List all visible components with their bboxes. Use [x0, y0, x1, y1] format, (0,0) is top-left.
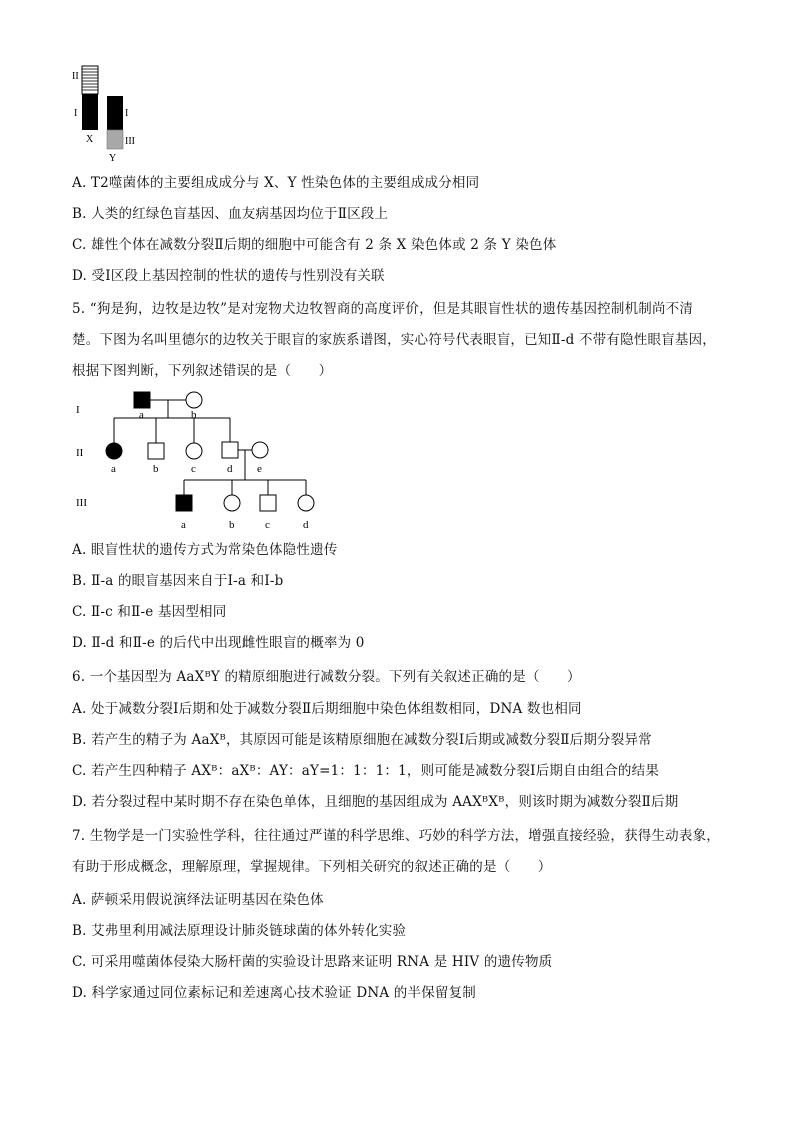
q6-option-c: C. 若产生四种精子 AXᴮ：aXᴮ：AY：aY=1：1：1：1，则可能是减数分裂Ⅰ后期自由组合的结果	[72, 763, 660, 779]
q6-option-d: D. 若分裂过程中某时期不存在染色单体，且细胞的基因组成为 AAXᴮXᴮ，则该时期为减数分裂Ⅱ后期	[72, 794, 679, 810]
III-d-label: d	[303, 519, 309, 531]
q5-stem-line1: 5. “狗是狗，边牧是边牧”是对宠物犬边牧智商的高度评价，但是其眼盲性状的遗传基因控制机制尚不清	[72, 301, 694, 317]
q6-stem: 6. 一个基因型为 AaXᴮY 的精原细胞进行减数分裂。下列有关叙述正确的是（ ）	[72, 669, 581, 685]
label-I-left: I	[74, 108, 78, 119]
label-X: X	[86, 134, 94, 145]
III-a-label: a	[181, 519, 186, 531]
II-c-label: c	[191, 463, 196, 475]
q7-stem-line1: 7. 生物学是一门实验性学科，往往通过严谨的科学思维、巧妙的科学方法，增强直接经验，获得生动表象，	[72, 828, 720, 844]
y-region-I	[107, 96, 123, 130]
II-c-female	[186, 443, 202, 459]
gen-I-label: I	[76, 404, 80, 416]
q4-option-c: C. 雄性个体在减数分裂Ⅱ后期的细胞中可能含有 2 条 X 染色体或 2 条 Y 染色体	[72, 237, 557, 253]
I-b-label: b	[191, 409, 197, 421]
III-b-female	[224, 495, 240, 511]
label-III: III	[125, 136, 135, 147]
q7-option-c: C. 可采用噬菌体侵染大肠杆菌的实验设计思路来证明 RNA 是 HIV 的遗传物质	[72, 954, 553, 970]
q4-option-d: D. 受Ⅰ区段上基因控制的性状的遗传与性别没有关联	[72, 268, 385, 284]
III-c-label: c	[265, 519, 270, 531]
II-d-male	[222, 442, 238, 458]
q5-option-a: A. 眼盲性状的遗传方式为常染色体隐性遗传	[72, 542, 338, 558]
III-b-label: b	[229, 519, 235, 531]
label-I-right: I	[125, 108, 129, 119]
I-a-label: a	[139, 409, 144, 421]
q7-stem-line2: 有助于形成概念，理解原理，掌握规律。下列相关研究的叙述正确的是（ ）	[72, 859, 552, 875]
q6-option-a: A. 处于减数分裂Ⅰ后期和处于减数分裂Ⅱ后期细胞中染色体组数相同，DNA 数也相同	[72, 701, 582, 717]
I-a-affected-male	[134, 392, 150, 408]
q7-option-a: A. 萨顿采用假说演绎法证明基因在染色体	[72, 892, 324, 908]
q7-option-d: D. 科学家通过同位素标记和差速离心技术验证 DNA 的半保留复制	[72, 985, 476, 1001]
III-c-male	[260, 495, 276, 511]
III-a-affected-male	[176, 495, 192, 511]
q5-option-d: D. Ⅱ-d 和Ⅱ-e 的后代中出现雌性眼盲的概率为 0	[72, 635, 365, 651]
gen-II-label: II	[76, 447, 84, 459]
y-region-III	[107, 130, 123, 149]
xy-chromosome-figure	[66, 64, 146, 164]
III-d-female	[298, 495, 314, 511]
q7-option-b: B. 艾弗里利用减法原理设计肺炎链球菌的体外转化实验	[72, 923, 407, 939]
q5-option-b: B. Ⅱ-a 的眼盲基因来自于Ⅰ-a 和Ⅰ-b	[72, 573, 284, 589]
q4-option-b: B. 人类的红绿色盲基因、血友病基因均位于Ⅱ区段上	[72, 206, 389, 222]
II-a-label: a	[111, 463, 116, 475]
II-a-affected-female	[106, 443, 122, 459]
q5-stem-line2: 楚。下图为名叫里德尔的边牧关于眼盲的家族系谱图，实心符号代表眼盲，已知Ⅱ-d 不带有隐性眼盲基因，	[72, 332, 716, 348]
gen-III-label: III	[76, 497, 87, 509]
x-region-I	[82, 94, 98, 130]
q6-option-b: B. 若产生的精子为 AaXᴮ，其原因可能是该精原细胞在减数分裂Ⅰ后期或减数分裂Ⅱ后期分裂异常	[72, 732, 652, 748]
II-e-female	[252, 442, 268, 458]
II-e-label: e	[257, 463, 262, 475]
II-d-label: d	[227, 463, 233, 475]
II-b-male	[148, 443, 164, 459]
II-b-label: b	[153, 463, 159, 475]
label-Y: Y	[109, 153, 117, 164]
pedigree-chart	[70, 385, 330, 535]
label-II: II	[72, 71, 79, 82]
q4-option-a: A. T2噬菌体的主要组成成分与 X、Y 性染色体的主要组成成分相同	[72, 175, 480, 191]
q5-option-c: C. Ⅱ-c 和Ⅱ-e 基因型相同	[72, 604, 227, 620]
q5-stem-line3: 根据下图判断，下列叙述错误的是（ ）	[72, 363, 333, 379]
I-b-female	[186, 392, 202, 408]
